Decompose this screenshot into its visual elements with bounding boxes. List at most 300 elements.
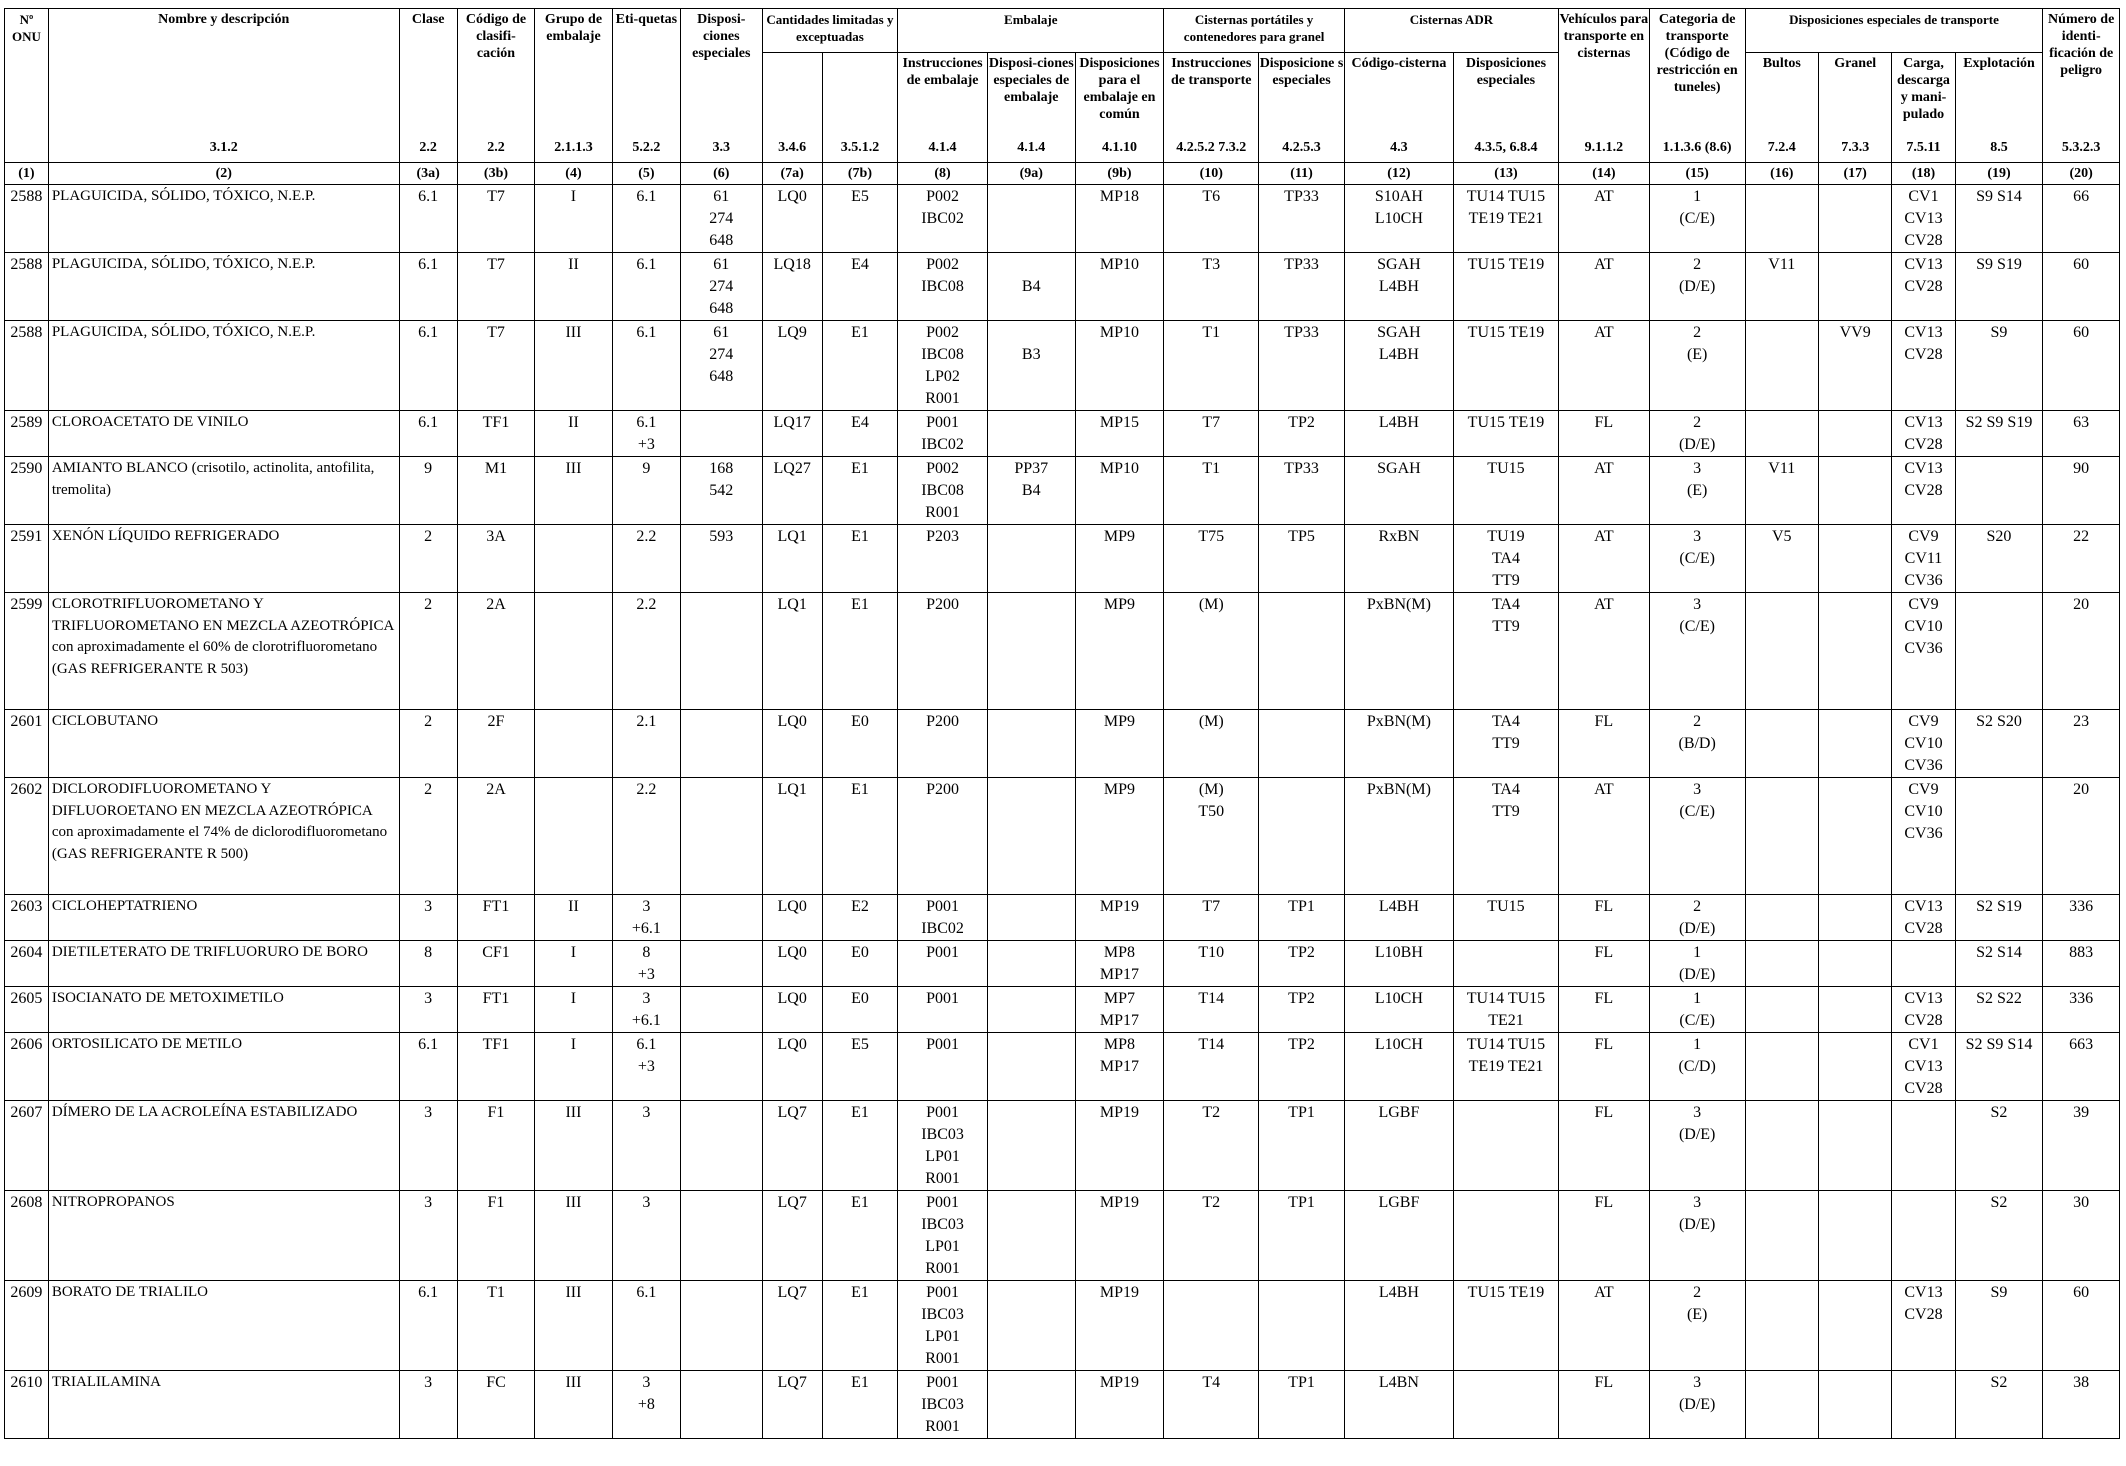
mixed-packing-cell bbox=[1075, 525, 1164, 593]
packing-group-cell: III bbox=[535, 321, 612, 411]
packing-group-cell: II bbox=[535, 411, 612, 457]
cell-line: 3 bbox=[642, 1194, 651, 1211]
substance-name: TRIALILAMINA bbox=[51, 1374, 161, 1390]
table-row bbox=[5, 411, 2120, 457]
packages-cell: V11 bbox=[1745, 253, 1818, 321]
tank-instructions-cell bbox=[1164, 987, 1259, 1033]
cell-line: TP33 bbox=[1284, 460, 1319, 477]
cell-line: MP9 bbox=[1103, 528, 1136, 545]
name-cell bbox=[48, 593, 399, 710]
bulk-cell bbox=[1818, 1191, 1891, 1281]
bulk-cell bbox=[1818, 411, 1891, 457]
header-tank-special-provisions-ref: 4.2.5.3 bbox=[1282, 140, 1321, 155]
cell-line: CV9 bbox=[1908, 596, 1939, 613]
class-cell: 9 bbox=[399, 457, 457, 525]
cell-line: MP15 bbox=[1099, 414, 1140, 431]
adr-tank-special-provisions-cell bbox=[1453, 895, 1558, 941]
cell-line: P002 bbox=[926, 188, 959, 205]
cell-line: CV28 bbox=[1904, 482, 1943, 499]
bulk-cell bbox=[1818, 710, 1891, 778]
un-number-cell: 2588 bbox=[5, 253, 49, 321]
cell-line: L4BH bbox=[1378, 278, 1419, 295]
cell-line: +6.1 bbox=[631, 1012, 661, 1029]
cell-line: 2.2 bbox=[636, 528, 657, 545]
labels-cell bbox=[612, 185, 680, 253]
cell-line: CV28 bbox=[1904, 278, 1943, 295]
bulk-cell: VV9 bbox=[1818, 321, 1891, 411]
cell-line: (B/D) bbox=[1678, 735, 1716, 752]
cell-line: T2 bbox=[1202, 1194, 1221, 1211]
cell-line: TU15 bbox=[1487, 898, 1525, 915]
name-cell bbox=[48, 987, 399, 1033]
cell-line: TU15 TE19 bbox=[1467, 414, 1545, 431]
cell-line: TT9 bbox=[1492, 618, 1520, 635]
special-packing-provisions-cell bbox=[987, 593, 1075, 710]
cell-line: CV9 bbox=[1908, 528, 1939, 545]
tank-special-provisions-cell bbox=[1259, 895, 1345, 941]
packing-group-cell: I bbox=[535, 185, 612, 253]
cell-line: TU14 TU15 bbox=[1466, 1036, 1546, 1053]
header-special-provisions bbox=[681, 9, 763, 163]
special-packing-provisions-cell bbox=[987, 895, 1075, 941]
class-cell: 6.1 bbox=[399, 185, 457, 253]
un-number-cell: 2589 bbox=[5, 411, 49, 457]
packing-instructions-cell bbox=[898, 253, 988, 321]
un-number-cell: 2602 bbox=[5, 778, 49, 895]
table-row bbox=[5, 941, 2120, 987]
cell-line: (C/E) bbox=[1679, 210, 1715, 227]
cell-line: TA4 bbox=[1491, 596, 1520, 613]
excepted-quantity-cell: E0 bbox=[822, 941, 897, 987]
cell-line: CV1 bbox=[1908, 1036, 1939, 1053]
header-tank-code-ref: 4.3 bbox=[1390, 140, 1408, 155]
cell-line: IBC03 bbox=[921, 1396, 964, 1413]
cell-line: T10 bbox=[1198, 944, 1225, 961]
transport-category-cell bbox=[1649, 253, 1745, 321]
adr-tank-special-provisions-cell bbox=[1453, 185, 1558, 253]
header-limited-quantities: Cantidades limitadas y exceptuadas bbox=[762, 9, 898, 53]
cell-line: T14 bbox=[1198, 1036, 1225, 1053]
special-packing-provisions-cell bbox=[987, 185, 1075, 253]
cell-line: PxBN(M) bbox=[1366, 781, 1431, 798]
un-number-cell: 2607 bbox=[5, 1101, 49, 1191]
vehicle-cell: FL bbox=[1558, 411, 1649, 457]
substance-name: ISOCIANATO DE METOXIMETILO bbox=[51, 990, 284, 1006]
limited-quantity-cell: LQ1 bbox=[762, 778, 822, 895]
table-row bbox=[5, 1033, 2120, 1101]
special-provisions-cell bbox=[681, 1033, 763, 1101]
class-cell: 3 bbox=[399, 1191, 457, 1281]
column-number: (13) bbox=[1453, 163, 1558, 185]
cell-line: MP19 bbox=[1099, 898, 1140, 915]
cell-line: L4BN bbox=[1378, 1374, 1419, 1391]
packages-cell bbox=[1745, 987, 1818, 1033]
vehicle-cell: AT bbox=[1558, 253, 1649, 321]
cell-line: T7 bbox=[1202, 898, 1221, 915]
tank-instructions-cell bbox=[1164, 710, 1259, 778]
header-vehicle-label: Vehículos para transporte en cisternas bbox=[1559, 12, 1649, 61]
header-labels-label: Eti-quetas bbox=[615, 12, 678, 27]
loading-cell bbox=[1892, 1101, 1955, 1191]
tank-instructions-cell bbox=[1164, 593, 1259, 710]
cell-line: +3 bbox=[637, 1058, 655, 1075]
special-provisions-cell bbox=[681, 1281, 763, 1371]
cell-line: (M) bbox=[1198, 713, 1224, 730]
vehicle-cell: FL bbox=[1558, 1191, 1649, 1281]
tank-instructions-cell bbox=[1164, 1191, 1259, 1281]
bulk-cell bbox=[1818, 1281, 1891, 1371]
limited-quantity-cell: LQ9 bbox=[762, 321, 822, 411]
tank-special-provisions-cell bbox=[1259, 593, 1345, 710]
cell-line: CV28 bbox=[1904, 1306, 1943, 1323]
cell-line: TE19 TE21 bbox=[1468, 1058, 1544, 1075]
cell-line: MP9 bbox=[1103, 713, 1136, 730]
cell-line: CV36 bbox=[1904, 825, 1943, 842]
adr-tank-special-provisions-cell bbox=[1453, 525, 1558, 593]
cell-line: SGAH bbox=[1377, 256, 1421, 273]
cell-line: MP9 bbox=[1103, 781, 1136, 798]
cell-line: TP1 bbox=[1288, 1194, 1315, 1211]
excepted-quantity-cell: E1 bbox=[822, 1281, 897, 1371]
header-packages-label: Bultos bbox=[1762, 56, 1801, 71]
column-number: (5) bbox=[612, 163, 680, 185]
header-packages-ref: 7.2.4 bbox=[1767, 140, 1796, 155]
hazard-id-cell: 336 bbox=[2043, 895, 2120, 941]
adr-tank-special-provisions-cell bbox=[1453, 778, 1558, 895]
cell-line: R001 bbox=[925, 1260, 960, 1277]
table-row bbox=[5, 1371, 2120, 1439]
cell-line: IBC08 bbox=[921, 346, 964, 363]
cell-line: TA4 bbox=[1491, 781, 1520, 798]
table-row bbox=[5, 321, 2120, 411]
cell-line: CV11 bbox=[1904, 550, 1943, 567]
tank-special-provisions-cell bbox=[1259, 411, 1345, 457]
header-portable-tanks: Cisternas portátiles y contenedores para granel bbox=[1164, 9, 1345, 53]
name-cell bbox=[48, 321, 399, 411]
cell-line: 3 bbox=[642, 898, 651, 915]
cell-line: 2.1 bbox=[636, 713, 657, 730]
special-provisions-cell bbox=[681, 1101, 763, 1191]
cell-line: +8 bbox=[637, 1396, 655, 1413]
cell-line: P001 bbox=[926, 898, 959, 915]
cell-line: 6.1 bbox=[636, 1036, 657, 1053]
loading-cell bbox=[1892, 525, 1955, 593]
substance-name: PLAGUICIDA, SÓLIDO, TÓXICO, N.E.P. bbox=[51, 256, 316, 272]
packing-group-cell bbox=[535, 710, 612, 778]
hazard-id-cell: 60 bbox=[2043, 253, 2120, 321]
excepted-quantity-cell: E4 bbox=[822, 253, 897, 321]
class-cell: 6.1 bbox=[399, 411, 457, 457]
cell-line: CV13 bbox=[1904, 324, 1943, 341]
vehicle-cell: FL bbox=[1558, 941, 1649, 987]
classification-code-cell: 2F bbox=[457, 710, 534, 778]
cell-line: TP33 bbox=[1284, 324, 1319, 341]
cell-line: TE21 bbox=[1488, 1012, 1524, 1029]
column-number: (20) bbox=[2043, 163, 2120, 185]
packing-instructions-cell bbox=[898, 941, 988, 987]
cell-line: T75 bbox=[1198, 528, 1225, 545]
packing-group-cell: III bbox=[535, 1371, 612, 1439]
special-provisions-cell bbox=[681, 1191, 763, 1281]
packing-group-cell: III bbox=[535, 1191, 612, 1281]
hazard-id-cell: 38 bbox=[2043, 1371, 2120, 1439]
bulk-cell bbox=[1818, 457, 1891, 525]
class-cell: 6.1 bbox=[399, 321, 457, 411]
packages-cell: V11 bbox=[1745, 457, 1818, 525]
special-provisions-cell bbox=[681, 778, 763, 895]
column-number: (1) bbox=[5, 163, 49, 185]
cell-line bbox=[991, 322, 1072, 344]
column-number: (9b) bbox=[1075, 163, 1164, 185]
packages-cell bbox=[1745, 941, 1818, 987]
header-tank-instructions-label: Instrucciones de transporte bbox=[1171, 56, 1252, 88]
transport-category-cell bbox=[1649, 778, 1745, 895]
cell-line: CV13 bbox=[1904, 1058, 1943, 1075]
adr-tank-special-provisions-cell bbox=[1453, 1371, 1558, 1439]
table-row bbox=[5, 1281, 2120, 1371]
cell-line: IBC08 bbox=[921, 278, 964, 295]
cell-line: TU19 bbox=[1487, 528, 1525, 545]
name-cell bbox=[48, 941, 399, 987]
table-row bbox=[5, 987, 2120, 1033]
cell-line: MP8 bbox=[1103, 1036, 1136, 1053]
column-number: (11) bbox=[1259, 163, 1345, 185]
cell-line: 648 bbox=[709, 368, 734, 385]
cell-line: 3 bbox=[642, 990, 651, 1007]
limited-quantity-cell: LQ7 bbox=[762, 1191, 822, 1281]
tank-special-provisions-cell bbox=[1259, 778, 1345, 895]
cell-line: P001 bbox=[926, 1104, 959, 1121]
cell-line: CV13 bbox=[1904, 210, 1943, 227]
vehicle-cell: AT bbox=[1558, 457, 1649, 525]
header-hazard-id-ref: 5.3.2.3 bbox=[2061, 140, 2101, 155]
adr-tank-special-provisions-cell bbox=[1453, 1281, 1558, 1371]
classification-code-cell: T7 bbox=[457, 185, 534, 253]
cell-line: MP17 bbox=[1099, 1012, 1140, 1029]
cell-line: P001 bbox=[926, 990, 959, 1007]
cell-line: TU14 TU15 bbox=[1466, 990, 1546, 1007]
classification-code-cell: CF1 bbox=[457, 941, 534, 987]
cell-line: MP19 bbox=[1099, 1374, 1140, 1391]
cell-line: LP02 bbox=[925, 368, 960, 385]
cell-line: (D/E) bbox=[1678, 278, 1716, 295]
name-cell bbox=[48, 1371, 399, 1439]
special-provisions-cell bbox=[681, 457, 763, 525]
cell-line: MP18 bbox=[1099, 188, 1140, 205]
packing-instructions-cell bbox=[898, 321, 988, 411]
tank-code-cell bbox=[1344, 710, 1453, 778]
bulk-cell bbox=[1818, 1101, 1891, 1191]
bulk-cell bbox=[1818, 1371, 1891, 1439]
header-classification-code bbox=[457, 9, 534, 163]
column-number: (18) bbox=[1892, 163, 1955, 185]
hazard-id-cell: 63 bbox=[2043, 411, 2120, 457]
header-mixed-packing bbox=[1075, 53, 1164, 163]
cell-line: CV36 bbox=[1904, 640, 1943, 657]
packing-group-cell bbox=[535, 525, 612, 593]
header-packaging: Embalaje bbox=[898, 9, 1164, 53]
cell-line: R001 bbox=[925, 390, 960, 407]
substance-name: PLAGUICIDA, SÓLIDO, TÓXICO, N.E.P. bbox=[51, 188, 316, 204]
cell-line: LP01 bbox=[925, 1238, 960, 1255]
hazard-id-cell: 66 bbox=[2043, 185, 2120, 253]
name-cell bbox=[48, 778, 399, 895]
transport-category-cell bbox=[1649, 593, 1745, 710]
excepted-quantity-cell: E5 bbox=[822, 1033, 897, 1101]
packages-cell bbox=[1745, 1033, 1818, 1101]
cell-line: L4BH bbox=[1378, 1284, 1419, 1301]
name-cell bbox=[48, 1281, 399, 1371]
cell-line: MP17 bbox=[1099, 966, 1140, 983]
limited-quantity-cell: LQ7 bbox=[762, 1101, 822, 1191]
header-adr-tank-special-provisions-label: Disposiciones especiales bbox=[1465, 56, 1547, 88]
packing-group-cell bbox=[535, 778, 612, 895]
packages-cell bbox=[1745, 593, 1818, 710]
tank-instructions-cell bbox=[1164, 411, 1259, 457]
cell-line: IBC02 bbox=[921, 436, 964, 453]
header-packages bbox=[1745, 53, 1818, 163]
cell-line: LP01 bbox=[925, 1148, 960, 1165]
operation-cell bbox=[1955, 457, 2043, 525]
cell-line: MP7 bbox=[1103, 990, 1136, 1007]
limited-quantity-cell: LQ7 bbox=[762, 1371, 822, 1439]
labels-cell bbox=[612, 1371, 680, 1439]
loading-cell bbox=[1892, 941, 1955, 987]
vehicle-cell: AT bbox=[1558, 593, 1649, 710]
transport-category-cell bbox=[1649, 941, 1745, 987]
header-adr-tank-special-provisions bbox=[1453, 53, 1558, 163]
column-number: (2) bbox=[48, 163, 399, 185]
cell-line: P001 bbox=[926, 1284, 959, 1301]
hazard-id-cell: 883 bbox=[2043, 941, 2120, 987]
cell-line: P200 bbox=[926, 713, 959, 730]
cell-line: MP19 bbox=[1099, 1284, 1140, 1301]
limited-quantity-cell: LQ0 bbox=[762, 185, 822, 253]
cell-line: CV28 bbox=[1904, 1012, 1943, 1029]
transport-category-cell bbox=[1649, 1281, 1745, 1371]
packing-instructions-cell bbox=[898, 525, 988, 593]
header-vehicle-ref: 9.1.1.2 bbox=[1584, 140, 1624, 155]
header-operation bbox=[1955, 53, 2043, 163]
labels-cell bbox=[612, 457, 680, 525]
cell-line: 2 bbox=[1693, 324, 1702, 341]
bulk-cell bbox=[1818, 1033, 1891, 1101]
operation-cell: S9 S19 bbox=[1955, 253, 2043, 321]
classification-code-cell: TF1 bbox=[457, 411, 534, 457]
cell-line: CV10 bbox=[1904, 735, 1943, 752]
cell-line: TA4 bbox=[1491, 550, 1520, 567]
cell-line: 3 bbox=[1693, 460, 1702, 477]
mixed-packing-cell bbox=[1075, 593, 1164, 710]
class-cell: 6.1 bbox=[399, 1033, 457, 1101]
tank-code-cell bbox=[1344, 778, 1453, 895]
cell-line: P001 bbox=[926, 1036, 959, 1053]
special-packing-provisions-cell bbox=[987, 710, 1075, 778]
classification-code-cell: 2A bbox=[457, 593, 534, 710]
cell-line: TP2 bbox=[1288, 944, 1315, 961]
labels-cell bbox=[612, 593, 680, 710]
operation-cell: S2 bbox=[1955, 1101, 2043, 1191]
header-loading bbox=[1892, 53, 1955, 163]
excepted-quantity-cell: E1 bbox=[822, 525, 897, 593]
excepted-quantity-cell: E1 bbox=[822, 457, 897, 525]
cell-line: 2.2 bbox=[636, 781, 657, 798]
cell-line: (E) bbox=[1686, 482, 1708, 499]
cell-line: 3 bbox=[1693, 1194, 1702, 1211]
tank-code-cell bbox=[1344, 987, 1453, 1033]
limited-quantity-cell: LQ18 bbox=[762, 253, 822, 321]
un-number-cell: 2603 bbox=[5, 895, 49, 941]
packing-group-cell: III bbox=[535, 1101, 612, 1191]
vehicle-cell: AT bbox=[1558, 185, 1649, 253]
classification-code-cell: 2A bbox=[457, 778, 534, 895]
cell-line: (C/E) bbox=[1679, 1012, 1715, 1029]
excepted-quantity-cell: E1 bbox=[822, 778, 897, 895]
transport-category-cell bbox=[1649, 987, 1745, 1033]
tank-special-provisions-cell bbox=[1259, 941, 1345, 987]
cell-line: MP9 bbox=[1103, 596, 1136, 613]
cell-line: CV28 bbox=[1904, 436, 1943, 453]
substance-name: ORTOSILICATO DE METILO bbox=[51, 1036, 243, 1052]
classification-code-cell: T7 bbox=[457, 253, 534, 321]
un-number-cell: 2610 bbox=[5, 1371, 49, 1439]
cell-line: (C/E) bbox=[1679, 618, 1715, 635]
packing-group-cell: III bbox=[535, 1281, 612, 1371]
special-packing-provisions-cell bbox=[987, 1281, 1075, 1371]
cell-line: MP10 bbox=[1099, 256, 1140, 273]
table-row bbox=[5, 778, 2120, 895]
cell-line: 648 bbox=[709, 232, 734, 249]
header-tank-code bbox=[1344, 53, 1453, 163]
header-packing-group bbox=[535, 9, 612, 163]
cell-line: TP2 bbox=[1288, 414, 1315, 431]
cell-line: 168 bbox=[709, 460, 734, 477]
limited-quantity-cell: LQ0 bbox=[762, 987, 822, 1033]
cell-line: CV9 bbox=[1908, 713, 1939, 730]
class-cell: 3 bbox=[399, 1101, 457, 1191]
labels-cell bbox=[612, 987, 680, 1033]
cell-line: CV13 bbox=[1904, 256, 1943, 273]
header-limited-ref: 3.4.6 bbox=[762, 53, 822, 163]
cell-line: TP1 bbox=[1288, 898, 1315, 915]
loading-cell bbox=[1892, 185, 1955, 253]
cell-line: 2 bbox=[1693, 256, 1702, 273]
un-number-cell: 2588 bbox=[5, 185, 49, 253]
adr-tank-special-provisions-cell bbox=[1453, 941, 1558, 987]
loading-cell bbox=[1892, 987, 1955, 1033]
cell-line: CV28 bbox=[1904, 1080, 1943, 1097]
header-classification-code-label: Código de clasifi-cación bbox=[465, 12, 527, 61]
operation-cell: S9 bbox=[1955, 321, 2043, 411]
tank-special-provisions-cell bbox=[1259, 987, 1345, 1033]
packing-group-cell: II bbox=[535, 253, 612, 321]
adr-tank-special-provisions-cell bbox=[1453, 253, 1558, 321]
substance-name: BORATO DE TRIALILO bbox=[51, 1284, 208, 1300]
un-number-cell: 2590 bbox=[5, 457, 49, 525]
substance-name: DÍMERO DE LA ACROLEÍNA ESTABILIZADO bbox=[51, 1104, 358, 1120]
cell-line: T3 bbox=[1202, 256, 1221, 273]
hazard-id-cell: 336 bbox=[2043, 987, 2120, 1033]
header-loading-ref: 7.5.11 bbox=[1906, 140, 1941, 155]
hazard-id-cell: 90 bbox=[2043, 457, 2120, 525]
cell-line: IBC03 bbox=[921, 1126, 964, 1143]
mixed-packing-cell bbox=[1075, 987, 1164, 1033]
cell-line: CV13 bbox=[1904, 1284, 1943, 1301]
packing-instructions-cell bbox=[898, 185, 988, 253]
substance-name: CICLOBUTANO bbox=[51, 713, 159, 729]
cell-line: 3 bbox=[642, 1104, 651, 1121]
cell-line: 2 bbox=[1693, 898, 1702, 915]
